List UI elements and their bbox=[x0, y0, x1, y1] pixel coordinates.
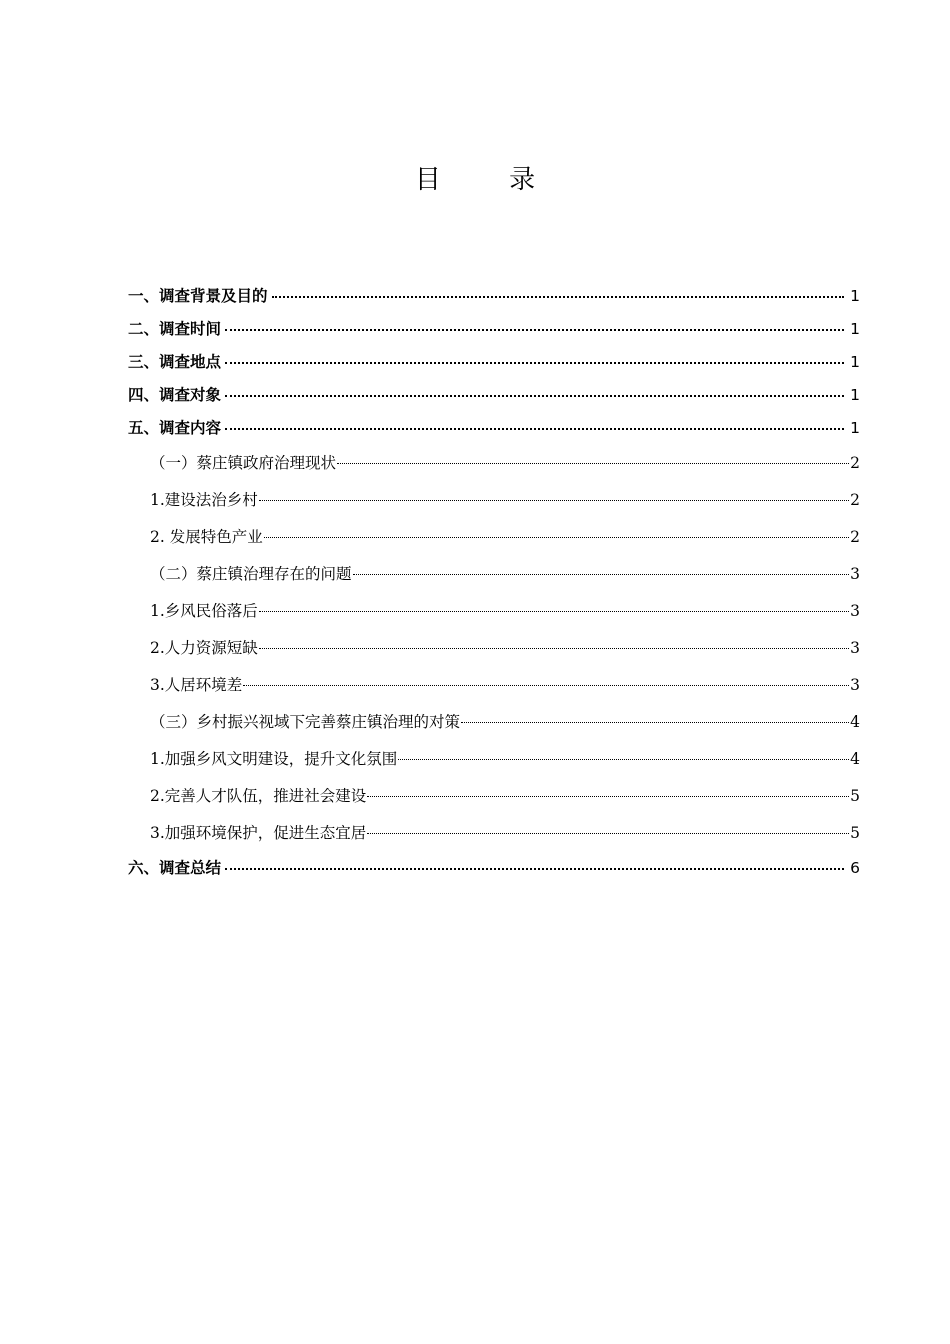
dot-leader bbox=[243, 685, 849, 686]
toc-entry bbox=[128, 313, 860, 346]
dot-leader bbox=[264, 537, 849, 538]
toc-subentry bbox=[128, 556, 860, 593]
dot-leader bbox=[259, 611, 849, 612]
toc-page-number: 3 bbox=[850, 676, 860, 694]
toc-subentry bbox=[128, 519, 860, 556]
toc-entry bbox=[128, 346, 860, 379]
toc-entry-label: 2.人力资源短缺 bbox=[150, 639, 258, 657]
dot-leader bbox=[259, 648, 849, 649]
toc-page-number: 1 bbox=[850, 419, 860, 437]
toc-page-number: 1 bbox=[850, 320, 860, 338]
toc-page-number: 1 bbox=[850, 287, 860, 305]
dot-leader bbox=[272, 296, 845, 298]
toc-page-number: 3 bbox=[850, 639, 860, 657]
dot-leader bbox=[398, 759, 849, 760]
dot-leader bbox=[259, 500, 849, 501]
dot-leader bbox=[353, 574, 850, 575]
toc-page-number: 5 bbox=[850, 824, 860, 842]
dot-leader bbox=[367, 796, 849, 797]
toc-entry-label: 2. 发展特色产业 bbox=[150, 528, 263, 546]
dot-leader bbox=[367, 833, 849, 834]
toc-subentry bbox=[128, 445, 860, 482]
toc-page-number: 6 bbox=[850, 859, 860, 877]
toc-subentry bbox=[128, 593, 860, 630]
toc-subentry bbox=[128, 630, 860, 667]
toc-entry-label: 二、调查时间 bbox=[128, 320, 222, 338]
toc-entry-label: 五、调查内容 bbox=[128, 419, 222, 437]
toc-page-number: 1 bbox=[850, 386, 860, 404]
dot-leader bbox=[337, 463, 849, 464]
toc-page-number: 3 bbox=[850, 565, 860, 583]
toc-entry-label: 一、调查背景及目的 bbox=[128, 287, 268, 305]
dot-leader bbox=[225, 329, 844, 331]
toc-entry-label: 1.加强乡风文明建设，提升文化氛围 bbox=[150, 750, 398, 768]
dot-leader bbox=[225, 868, 844, 870]
toc-entry-label: （一）蔡庄镇政府治理现状 bbox=[150, 454, 337, 472]
dot-leader bbox=[461, 722, 849, 723]
toc-subentry bbox=[128, 667, 860, 704]
page-title: 目 录 bbox=[414, 165, 566, 195]
toc-entry-label: 六、调查总结 bbox=[128, 859, 222, 877]
dot-leader bbox=[225, 428, 844, 430]
toc-entry-label: 三、调查地点 bbox=[128, 353, 222, 371]
toc-entry-label: 2.完善人才队伍，推进社会建设 bbox=[150, 787, 367, 805]
toc-entry-label: 3.人居环境差 bbox=[150, 676, 243, 694]
toc-subentry bbox=[128, 815, 860, 852]
dot-leader bbox=[225, 395, 844, 397]
toc-entry-label: （二）蔡庄镇治理存在的问题 bbox=[150, 565, 352, 583]
toc-subentry bbox=[128, 741, 860, 778]
toc-entry-label: （三）乡村振兴视域下完善蔡庄镇治理的对策 bbox=[150, 713, 461, 731]
toc-subentry bbox=[128, 778, 860, 815]
toc-entry bbox=[128, 379, 860, 412]
toc-subentry bbox=[128, 482, 860, 519]
toc-page-number: 2 bbox=[850, 454, 860, 472]
toc-entry bbox=[128, 280, 860, 313]
toc-page-number: 2 bbox=[850, 491, 860, 509]
dot-leader bbox=[225, 362, 844, 364]
toc-entry bbox=[128, 412, 860, 445]
toc-entry bbox=[128, 852, 860, 885]
toc-entry-label: 3.加强环境保护，促进生态宜居 bbox=[150, 824, 367, 842]
toc-entry-label: 1.乡风民俗落后 bbox=[150, 602, 258, 620]
toc-subentry bbox=[128, 704, 860, 741]
table-of-contents bbox=[128, 280, 860, 885]
toc-entry-label: 四、调查对象 bbox=[128, 386, 222, 404]
toc-page-number: 4 bbox=[850, 750, 860, 768]
toc-page-number: 4 bbox=[850, 713, 860, 731]
toc-page-number: 3 bbox=[850, 602, 860, 620]
toc-page-number: 5 bbox=[850, 787, 860, 805]
toc-entry-label: 1.建设法治乡村 bbox=[150, 491, 258, 509]
toc-page-number: 2 bbox=[850, 528, 860, 546]
toc-page-number: 1 bbox=[850, 353, 860, 371]
